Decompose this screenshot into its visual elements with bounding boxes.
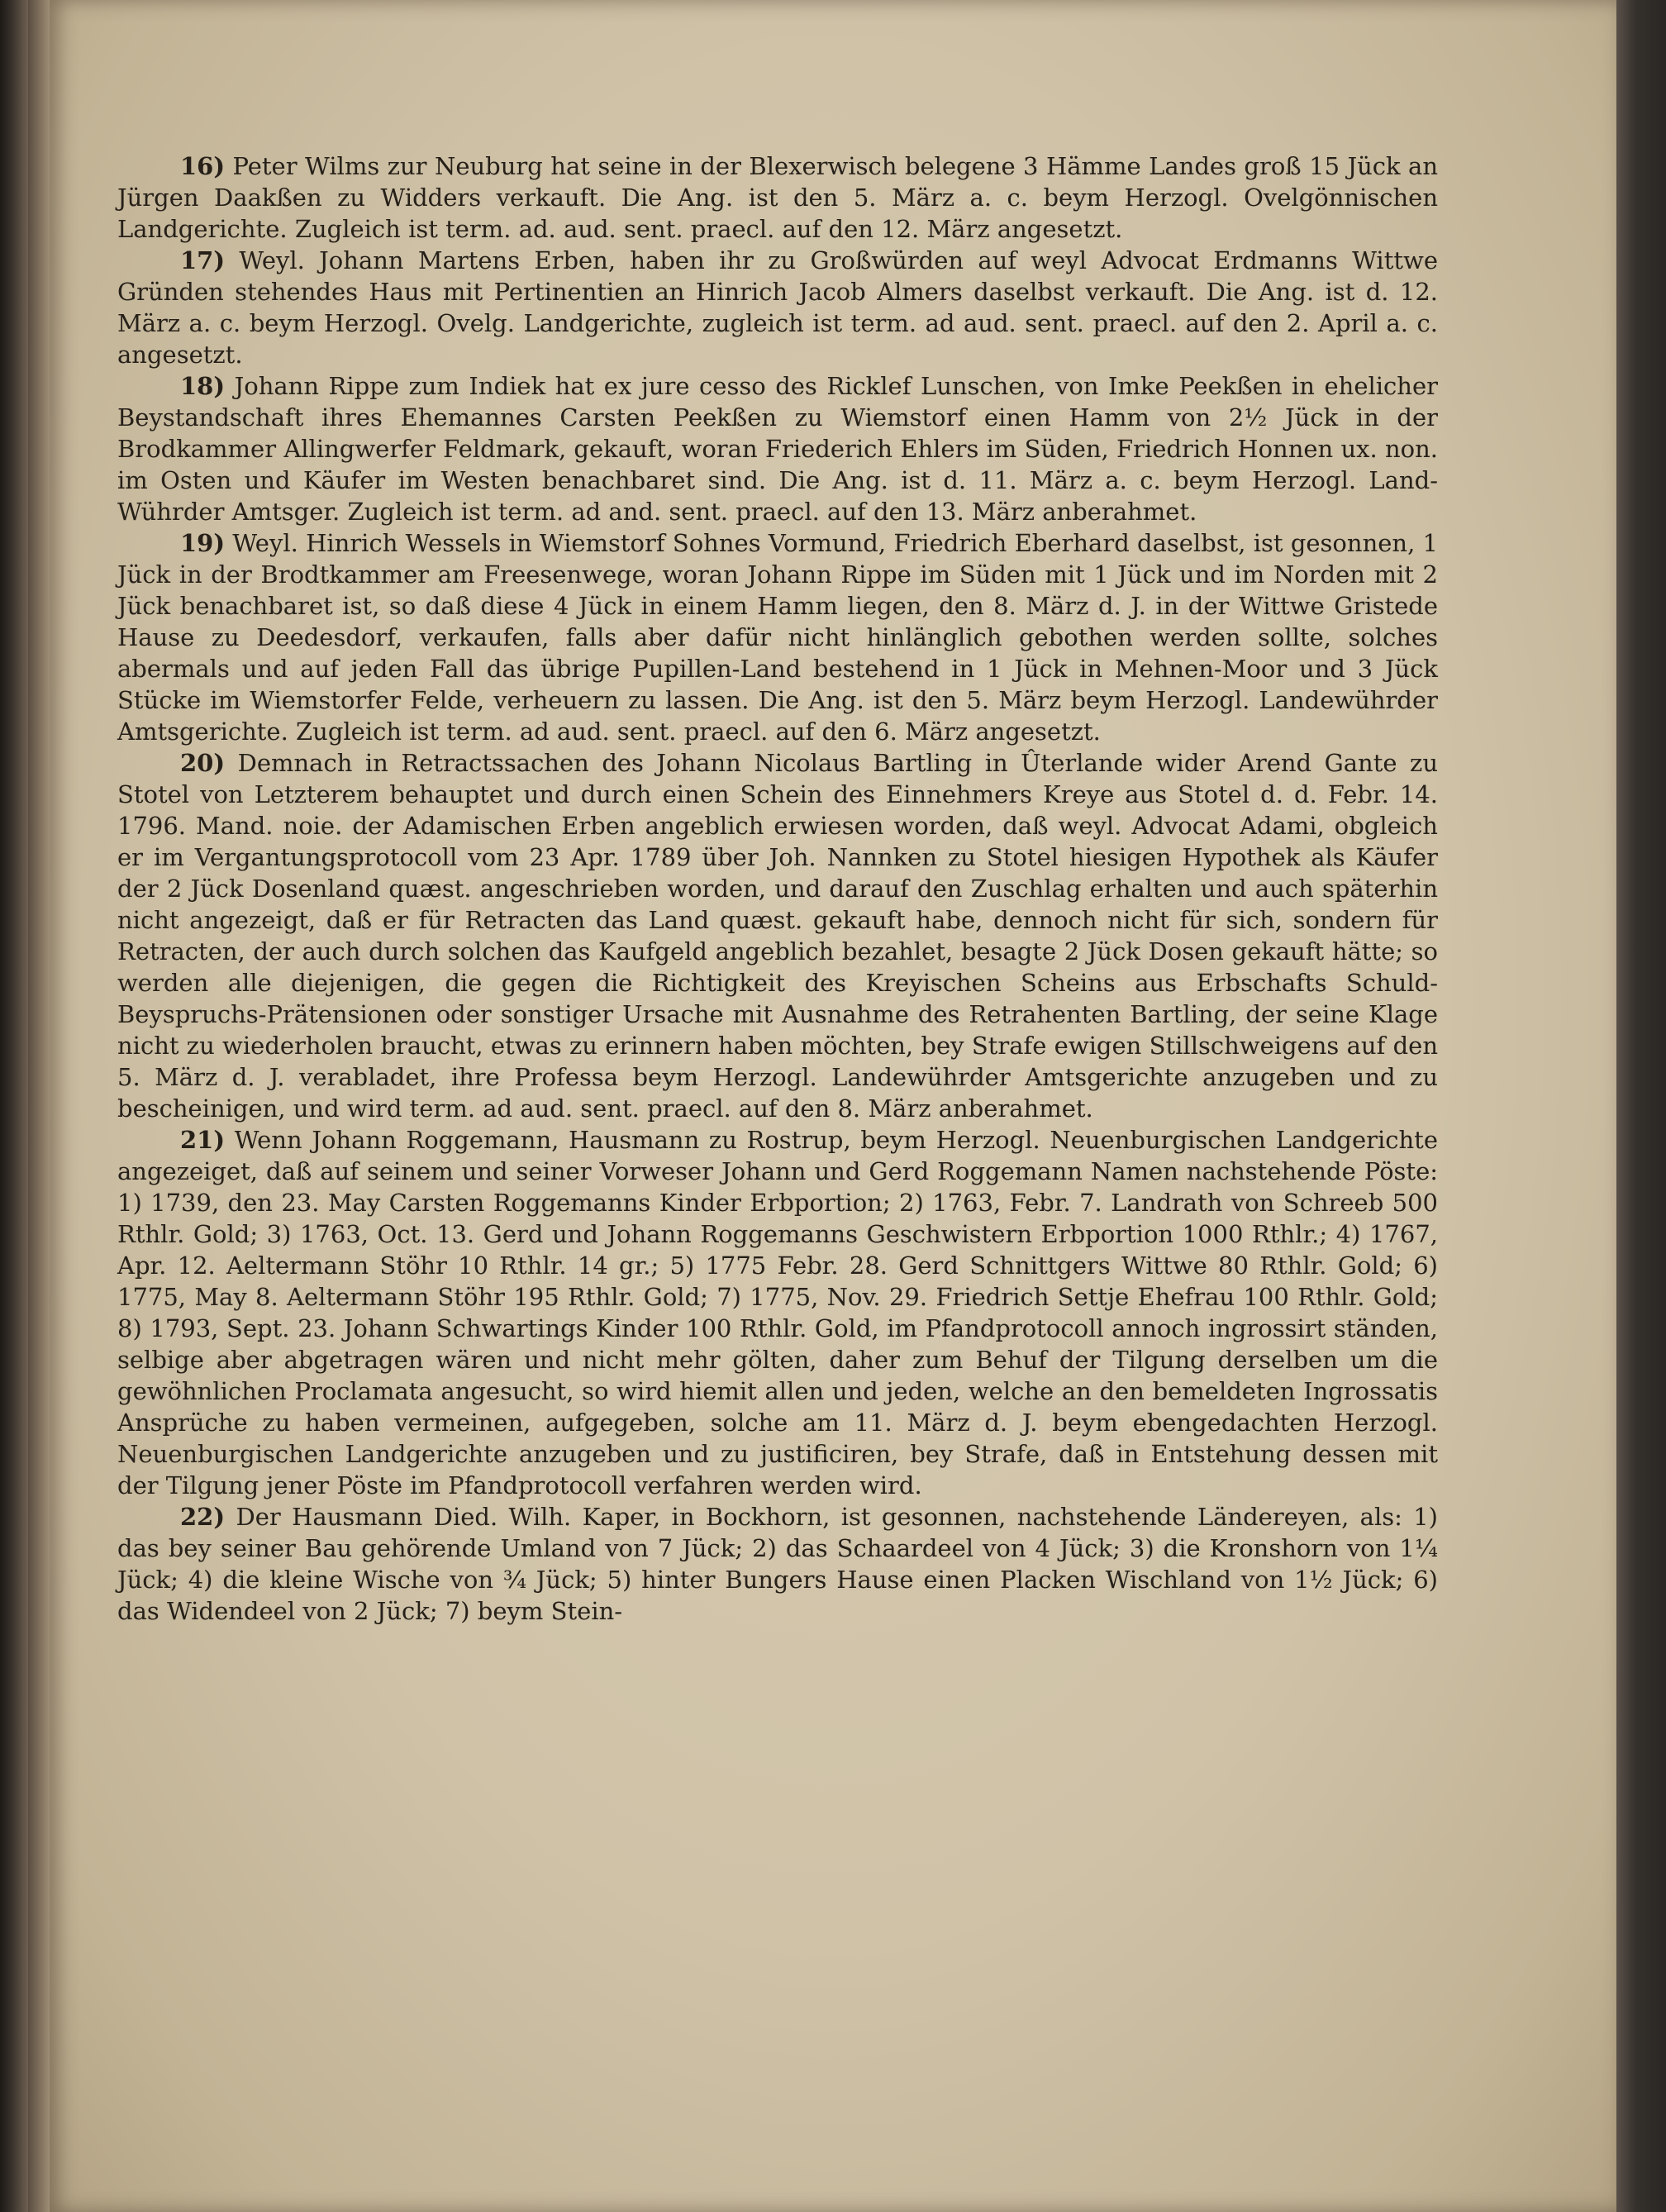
entry-text: Der Hausmann Died. Wilh. Kaper, in Bockhorn, ist gesonnen, nachstehende Ländereyen, als: 1) das bey seiner Bau gehörende Umland von 7 Jück; 2) das Schaardeel von 4 Jück; 3) die Kronshorn von 1¼ Jück; 4) die kleine Wische von ¾ Jück; 5) hinter Bungers Hause einen Placken Wischland von 1½ Jück; 6) das Widendeel von 2 Jück; 7) beym Stein- <box>117 1503 1438 1625</box>
entry-number: 16) <box>180 152 226 180</box>
entry-number: 19) <box>180 529 226 557</box>
entry-number: 21) <box>180 1126 226 1154</box>
entry-21 <box>117 1124 1438 1501</box>
entry-text: Weyl. Hinrich Wessels in Wiemstorf Sohnes Vormund, Friedrich Eberhard daselbst, ist gesonnen, 1 Jück in der Brodtkammer am Freesenwege, woran Johann Rippe im Süden mit 1 Jück und im Norden mit 2 Jück benachbaret ist, so daß diese 4 Jück in einem Hamm liegen, den 8. März d. J. in der Wittwe Gristede Hause zu Deedesdorf, verkaufen, falls aber dafür nicht hinlänglich gebothen werden sollte, solches abermals und auf jeden Fall das übrige Pupillen-Land bestehend in 1 Jück in Mehnen-Moor und 3 Jück Stücke im Wiemstorfer Felde, verheuern zu lassen. Die Ang. ist den 5. März beym Herzogl. Landewührder Amtsgerichte. Zugleich ist term. ad aud. sent. praecl. auf den 6. März angesetzt. <box>117 529 1439 746</box>
entry-number: 17) <box>180 246 226 274</box>
entry-text: Wenn Johann Roggemann, Hausmann zu Rostrup, beym Herzogl. Neuenburgischen Landgerichte angezeiget, daß auf seinem und seiner Vorweser Johann und Gerd Roggemann Namen nachstehende Pöste: 1) 1739, den 23. May Carsten Roggemanns Kinder Erbportion; 2) 1763, Febr. 7. Landrath von Schreeb 500 Rthlr. Gold; 3) 1763, Oct. 13. Gerd und Johann Roggemanns Geschwistern Erbportion 1000 Rthlr.; 4) 1767, Apr. 12. Aeltermann Stöhr 10 Rthlr. 14 gr.; 5) 1775 Febr. 28. Gerd Schnittgers Wittwe 80 Rthlr. Gold; 6) 1775, May 8. Aeltermann Stöhr 195 Rthlr. Gold; 7) 1775, Nov. 29. Friedrich Settje Ehefrau 100 Rthlr. Gold; 8) 1793, Sept. 23. Johann Schwartings Kinder 100 Rthlr. Gold, im Pfandprotocoll annoch ingrossirt ständen, selbige aber abgetragen wären und nicht mehr gölten, daher zum Behuf der Tilgung derselben um die gewöhnlichen Proclamata angesucht, so wird hiemit allen und jeden, welche an den bemeldeten Ingrossatis Ansprüche zu haben vermeinen, aufgegeben, solche am 11. März d. J. beym ebengedachten Herzogl. Neuenburgischen Landgerichte anzugeben und zu justificiren, bey Strafe, daß in Entstehung dessen mit der Tilgung jener Pöste im Pfandprotocoll verfahren werden wird. <box>117 1126 1438 1499</box>
entry-text: Johann Rippe zum Indiek hat ex jure cesso des Ricklef Lunschen, von Imke Peekßen in ehelicher Beystandschaft ihres Ehemannes Carsten Peekßen zu Wiemstorf einen Hamm von 2½ Jück in der Brodkammer Allingwerfer Feldmark, gekauft, woran Friederich Ehlers im Süden, Friedrich Honnen ux. non. im Osten und Käufer im Westen benachbaret sind. Die Ang. ist d. 11. März a. c. beym Herzogl. Land-Wührder Amtsger. Zugleich ist term. ad and. sent. praecl. auf den 13. März anberahmet. <box>117 372 1438 526</box>
book-edge-right <box>1616 0 1666 2212</box>
entry-number: 18) <box>180 372 226 400</box>
entry-text: Demnach in Retractssachen des Johann Nicolaus Bartling in Ûterlande wider Arend Gante zu Stotel von Letzterem behauptet und durch einen Schein des Einnehmers Kreye aus Stotel d. d. Febr. 14. 1796. Mand. noie. der Adamischen Erben angeblich erwiesen worden, daß weyl. Advocat Adami, obgleich er im Vergantungsprotocoll vom 23 Apr. 1789 über Joh. Nannken zu Stotel hiesigen Hypothek als Käufer der 2 Jück Dosenland quæst. angeschrieben worden, und darauf den Zuschlag erhalten und auch späterhin nicht angezeigt, daß er für Retracten das Land quæst. gekauft habe, dennoch nicht für sich, sondern für Retracten, der auch durch solchen das Kaufgeld angeblich bezahlet, besagte 2 Jück Dosen gekauft hätte; so werden alle diejenigen, die gegen die Richtigkeit des Kreyischen Scheins aus Erbschafts Schuld-Beyspruchs-Prätensionen oder sonstiger Ursache mit Ausnahme des Retrahenten Bartling, der seine Klage nicht zu wiederholen braucht, etwas zu erinnern haben möchten, bey Strafe ewigen Stillschweigens auf den 5. März d. J. verabladet, ihre Professa beym Herzogl. Landewührder Amtsgerichte anzugeben und zu bescheinigen, und wird term. ad aud. sent. praecl. auf den 8. März anberahmet. <box>117 749 1438 1123</box>
entry-18 <box>117 370 1438 527</box>
entry-number: 22) <box>180 1503 226 1531</box>
entry-17 <box>117 245 1438 370</box>
page-text <box>117 150 1438 1627</box>
entry-number: 20) <box>180 749 226 777</box>
entry-text: Peter Wilms zur Neuburg hat seine in der Blexerwisch belegene 3 Hämme Landes groß 15 Jück an Jürgen Daakßen zu Widders verkauft. Die Ang. ist den 5. März a. c. beym Herzogl. Ovelgönnischen Landgerichte. Zugleich ist term. ad. aud. sent. praecl. auf den 12. März angesetzt. <box>117 152 1438 243</box>
entry-text: Weyl. Johann Martens Erben, haben ihr zu Großwürden auf weyl Advocat Erdmanns Wittwe Gründen stehendes Haus mit Pertinentien an Hinrich Jacob Almers daselbst verkauft. Die Ang. ist d. 12. März a. c. beym Herzogl. Ovelg. Landgerichte, zugleich ist term. ad aud. sent. praecl. auf den 2. April a. c. angesetzt. <box>117 246 1438 369</box>
entry-20 <box>117 747 1438 1124</box>
book-edge-left <box>0 0 28 2212</box>
entry-22 <box>117 1501 1438 1627</box>
entry-19 <box>117 527 1438 747</box>
entry-16 <box>117 150 1438 245</box>
